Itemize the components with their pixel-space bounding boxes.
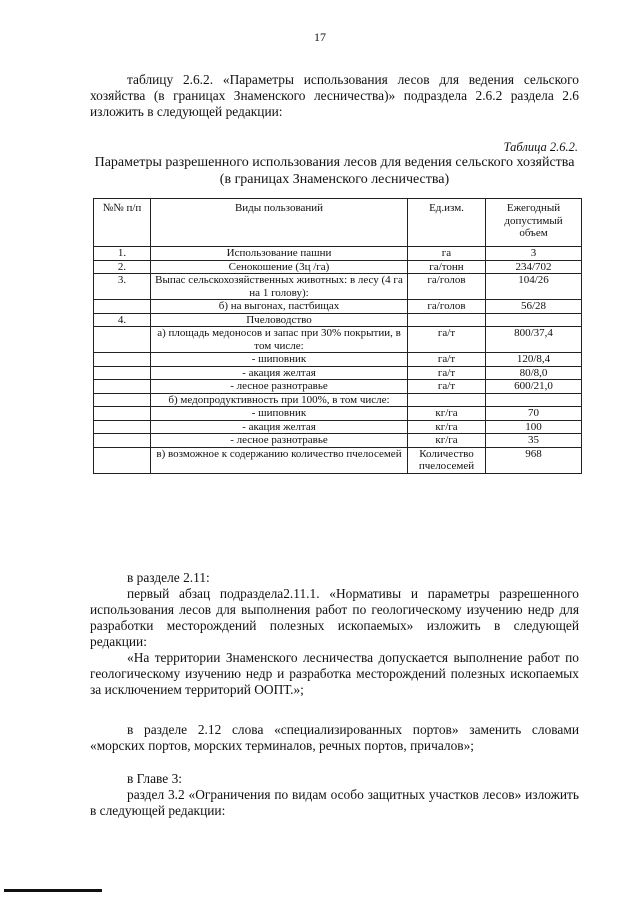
table-row — [94, 274, 582, 300]
table-row — [94, 300, 582, 314]
table-body — [94, 247, 582, 474]
unit-cell — [408, 393, 486, 407]
table-caption: Таблица 2.6.2. — [503, 140, 578, 154]
header-unit: Ед.изм. — [408, 199, 486, 247]
volume-cell: 3 — [486, 247, 582, 261]
table-row — [94, 407, 582, 421]
usage-type-cell: б) медопродуктивность при 100%, в том числе: — [151, 393, 408, 407]
table-row — [94, 247, 582, 261]
row-number-cell — [94, 393, 151, 407]
row-number-cell: 2. — [94, 260, 151, 274]
row-number-cell — [94, 434, 151, 448]
unit-cell: кг/га — [408, 420, 486, 434]
usage-type-cell: а) площадь медоносов и запас при 30% покрытии, в том числе: — [151, 327, 408, 353]
bottom-rule — [4, 889, 102, 892]
volume-cell: 70 — [486, 407, 582, 421]
usage-type-cell: - акация желтая — [151, 420, 408, 434]
parameters-table — [93, 198, 582, 474]
unit-cell: Количество пчелосемей — [408, 447, 486, 473]
usage-type-cell: - шиповник — [151, 353, 408, 367]
row-number-cell: 3. — [94, 274, 151, 300]
usage-type-cell: - лесное разнотравье — [151, 380, 408, 394]
usage-type-cell: в) возможное к содержанию количество пчелосемей — [151, 447, 408, 473]
section-2-12-paragraph: в разделе 2.12 слова «специализированных портов» заменить словами «морских портов, морских терминалов, речных портов, причалов»; — [90, 722, 579, 753]
row-number-cell — [94, 366, 151, 380]
usage-type-cell: - лесное разнотравье — [151, 434, 408, 448]
unit-cell: га/т — [408, 366, 486, 380]
volume-cell: 100 — [486, 420, 582, 434]
volume-cell: 234/702 — [486, 260, 582, 274]
table-row — [94, 327, 582, 353]
row-number-cell — [94, 407, 151, 421]
row-number-cell: 4. — [94, 313, 151, 327]
volume-cell: 35 — [486, 434, 582, 448]
row-number-cell — [94, 300, 151, 314]
unit-cell: га/голов — [408, 274, 486, 300]
volume-cell: 56/28 — [486, 300, 582, 314]
unit-cell: га/голов — [408, 300, 486, 314]
row-number-cell — [94, 353, 151, 367]
page-number: 17 — [314, 30, 326, 44]
volume-cell: 800/37,4 — [486, 327, 582, 353]
quote-paragraph: «На территории Знаменского лесничества допускается выполнение работ по геологическому изучению недр и разработка месторождений полезных ископаемых за исключением территорий ООПТ.»; — [90, 650, 579, 697]
header-annual-volume: Ежегодный допустимый объем — [486, 199, 582, 247]
volume-cell: 80/8,0 — [486, 366, 582, 380]
section-3-2-paragraph: раздел 3.2 «Ограничения по видам особо защитных участков лесов» изложить в следующей редакции: — [90, 787, 579, 818]
header-usage-type: Виды пользований — [151, 199, 408, 247]
table-row — [94, 313, 582, 327]
table-row — [94, 393, 582, 407]
unit-cell: кг/га — [408, 434, 486, 448]
chapter-3-heading: в Главе 3: — [127, 771, 182, 786]
first-abzac-paragraph: первый абзац подраздела2.11.1. «Нормативы и параметры разрешенного использования лесов для выполнения работ по геологическому изучению недр для разработки месторождений полезных ископаемых» изложить в следующей редакции: — [90, 586, 579, 649]
usage-type-cell: Сенокошение (3ц /га) — [151, 260, 408, 274]
table-title: Параметры разрешенного использования лесов для ведения сельского хозяйства (в границах Знаменского лесничества) — [94, 155, 575, 187]
table-row — [94, 420, 582, 434]
table-row — [94, 434, 582, 448]
volume-cell: 104/26 — [486, 274, 582, 300]
volume-cell: 600/21,0 — [486, 380, 582, 394]
unit-cell: га/т — [408, 380, 486, 394]
usage-type-cell: - акация желтая — [151, 366, 408, 380]
table-row — [94, 447, 582, 473]
volume-cell: 968 — [486, 447, 582, 473]
row-number-cell — [94, 327, 151, 353]
table-row — [94, 260, 582, 274]
table-header-row — [94, 199, 582, 247]
volume-cell — [486, 393, 582, 407]
usage-type-cell: б) на выгонах, пастбищах — [151, 300, 408, 314]
table-row — [94, 366, 582, 380]
header-number: №№ п/п — [94, 199, 151, 247]
row-number-cell: 1. — [94, 247, 151, 261]
volume-cell: 120/8,4 — [486, 353, 582, 367]
volume-cell — [486, 313, 582, 327]
section-2-11-heading: в разделе 2.11: — [127, 570, 210, 585]
usage-type-cell: Использование пашни — [151, 247, 408, 261]
usage-type-cell: Пчеловодство — [151, 313, 408, 327]
unit-cell: кг/га — [408, 407, 486, 421]
row-number-cell — [94, 380, 151, 394]
unit-cell: га — [408, 247, 486, 261]
table-row — [94, 353, 582, 367]
unit-cell — [408, 313, 486, 327]
usage-type-cell: Выпас сельскохозяйственных животных: в лесу (4 га на 1 голову): — [151, 274, 408, 300]
table-row — [94, 380, 582, 394]
intro-paragraph: таблицу 2.6.2. «Параметры использования лесов для ведения сельского хозяйства (в границах Знаменского лесничества)» подраздела 2.6.2 раздела 2.6 изложить в следующей редакции: — [90, 72, 579, 119]
unit-cell: га/т — [408, 327, 486, 353]
unit-cell: га/тонн — [408, 260, 486, 274]
row-number-cell — [94, 420, 151, 434]
usage-type-cell: - шиповник — [151, 407, 408, 421]
unit-cell: га/т — [408, 353, 486, 367]
row-number-cell — [94, 447, 151, 473]
